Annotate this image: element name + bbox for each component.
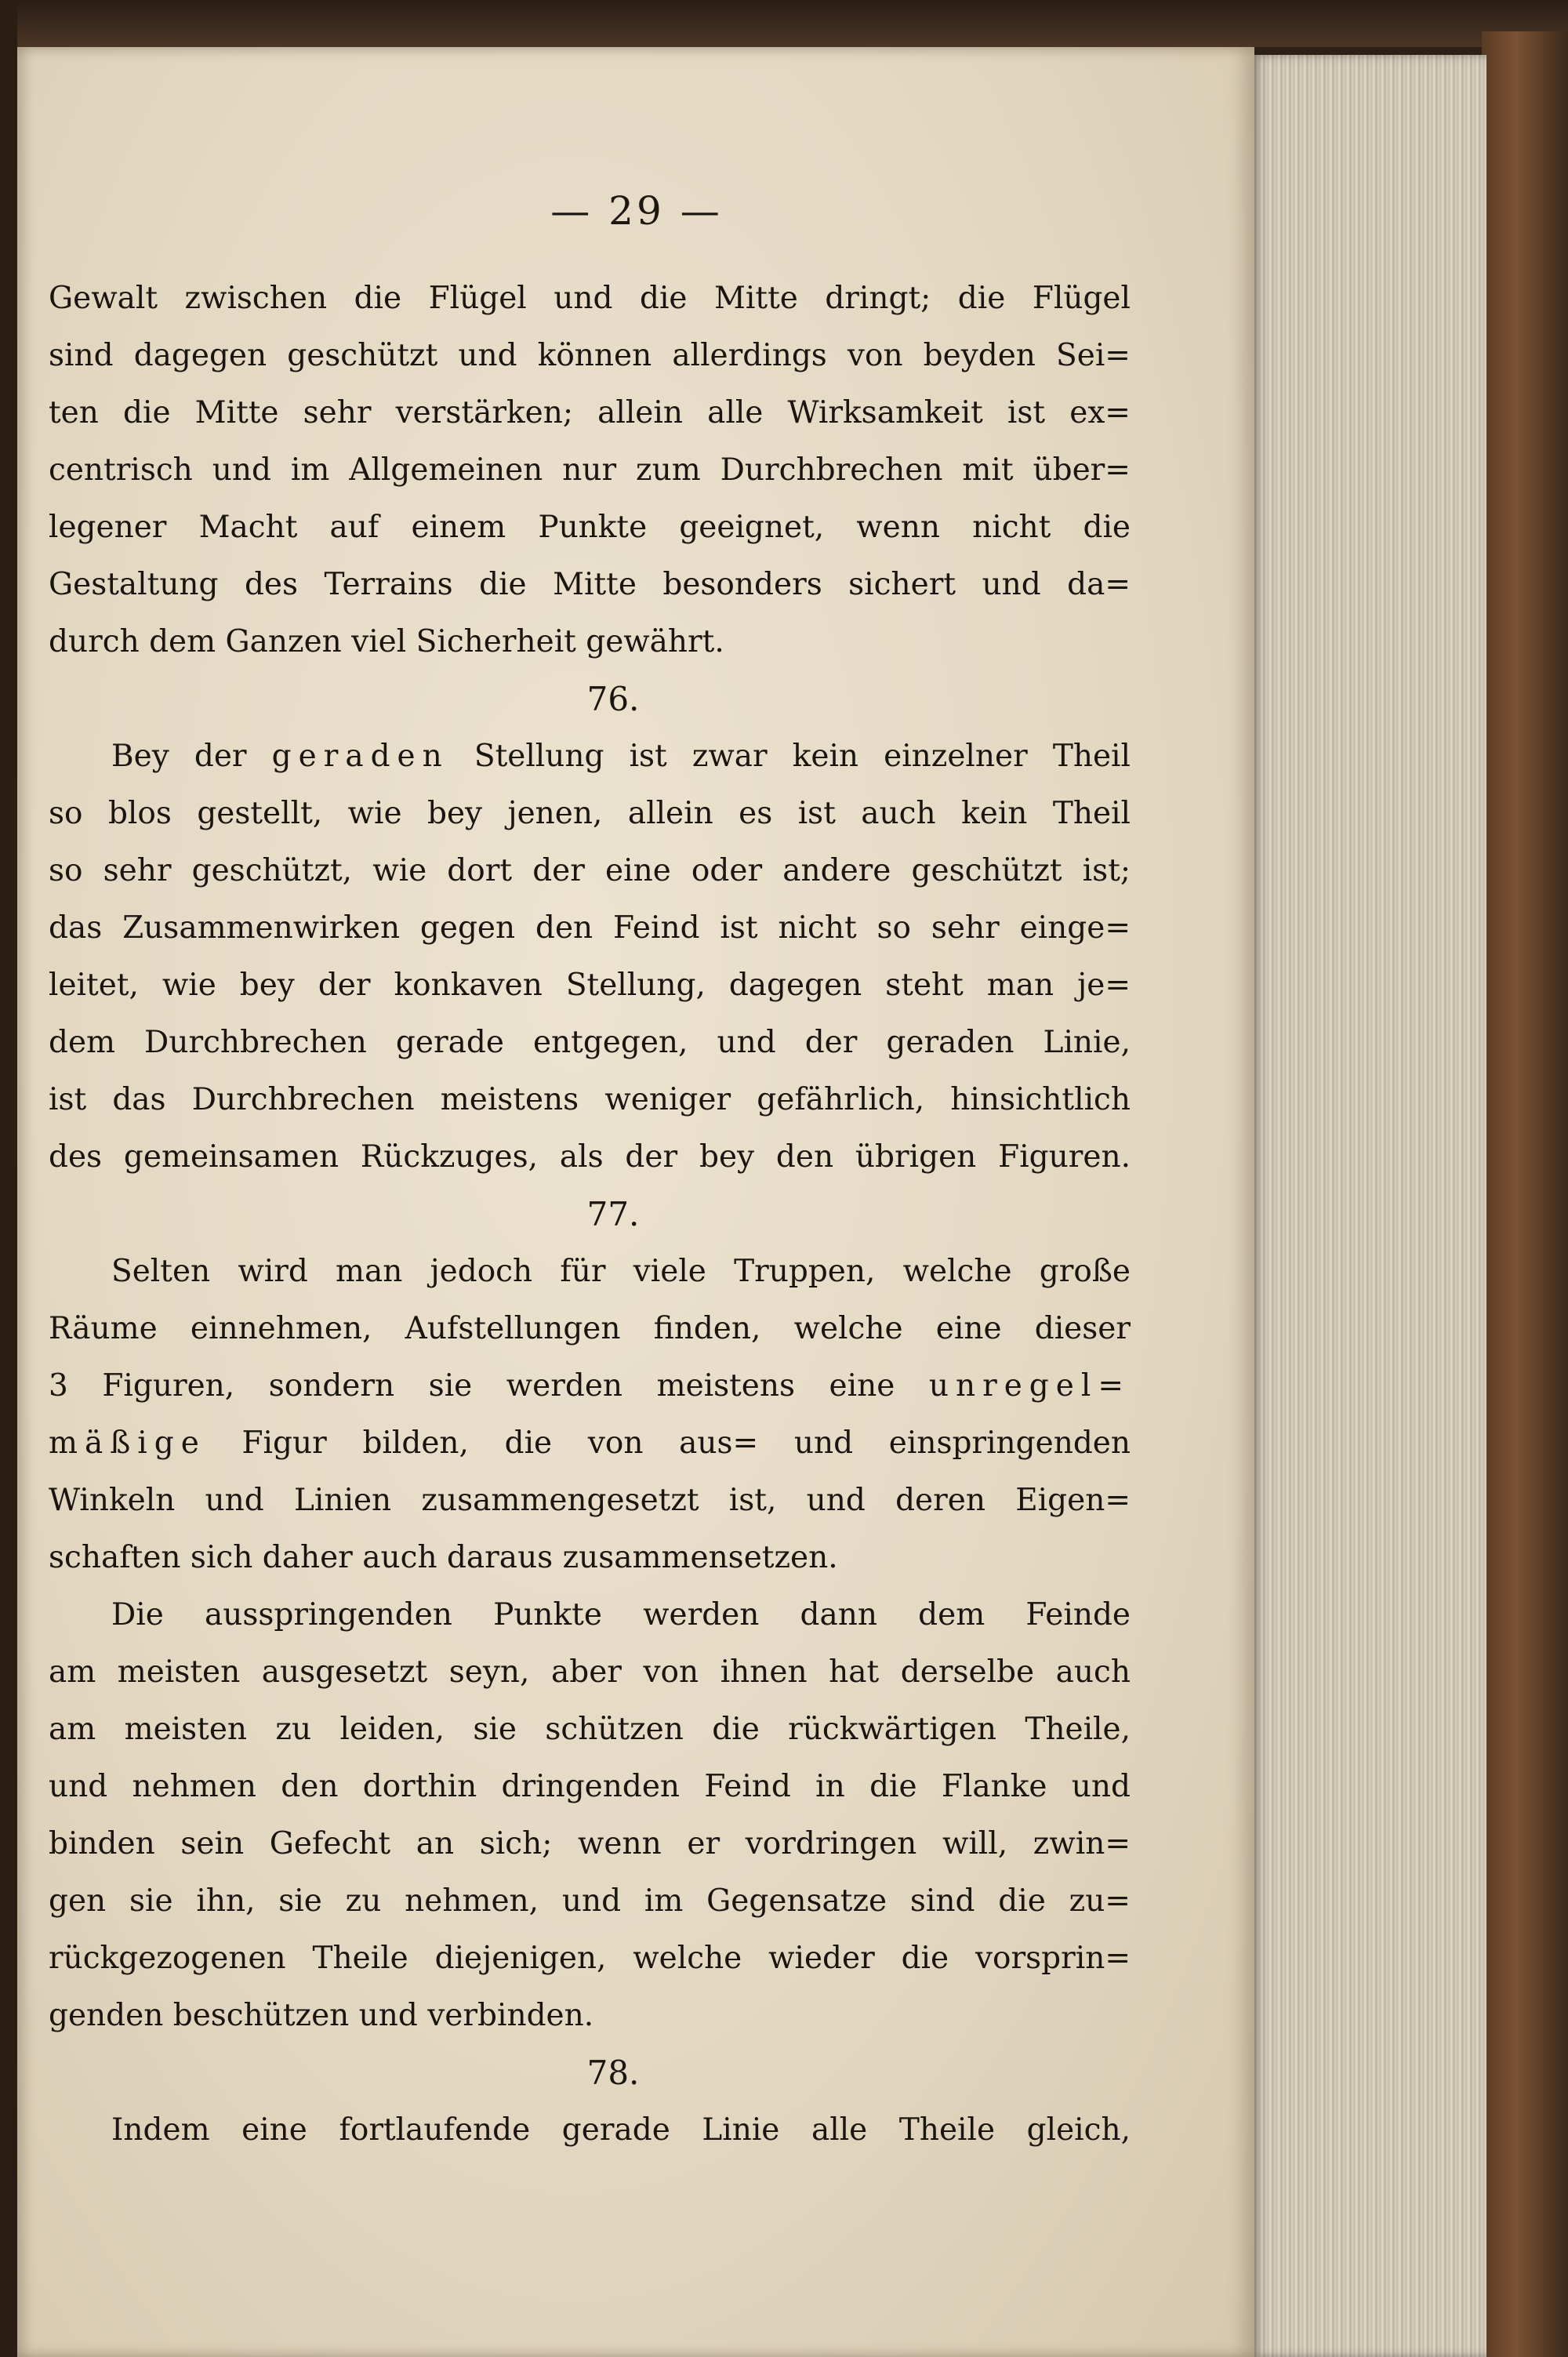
book-cover-top xyxy=(0,0,1568,47)
text-line: am meisten zu leiden, sie schützen die rückwärtigen Theile, xyxy=(49,1712,1131,1747)
section-number-76: 76. xyxy=(586,680,640,718)
text-line: durch dem Ganzen viel Sicherheit gewährt. xyxy=(49,624,724,659)
section-number-78: 78. xyxy=(586,2054,640,2092)
emphasis-spaced: mäßige xyxy=(49,1425,206,1461)
text-line: ten die Mitte sehr verstärken; allein alle Wirksamkeit ist ex= xyxy=(49,395,1131,430)
text-line: Winkeln und Linien zusammengesetzt ist, und deren Eigen= xyxy=(49,1483,1131,1518)
text-line: binden sein Gefecht an sich; wenn er vordringen will, zwin= xyxy=(49,1826,1131,1861)
text-line: Selten wird man jedoch für viele Truppen, welche große xyxy=(111,1254,1131,1289)
text-line: so sehr geschützt, wie dort der eine oder andere geschützt ist; xyxy=(49,853,1131,888)
text-span: 3 Figuren, sondern sie werden meistens eine xyxy=(49,1368,929,1404)
section-number-77: 77. xyxy=(586,1195,640,1233)
text-span: Bey der xyxy=(111,739,272,774)
text-line: legener Macht auf einem Punkte geeignet, wenn nicht die xyxy=(49,510,1131,545)
text-line: dem Durchbrechen gerade entgegen, und der geraden Linie, xyxy=(49,1025,1131,1060)
text-line: und nehmen den dorthin dringenden Feind in die Flanke und xyxy=(49,1769,1131,1804)
text-line: Gewalt zwischen die Flügel und die Mitte dringt; die Flügel xyxy=(49,281,1131,316)
text-line: Räume einnehmen, Aufstellungen finden, welche eine dieser xyxy=(49,1311,1131,1346)
page-number: — 29 — xyxy=(550,188,723,234)
emphasis-spaced: geraden xyxy=(271,739,449,774)
emphasis-spaced: unregel= xyxy=(928,1368,1131,1404)
text-line: ist das Durchbrechen meistens weniger gefährlich, hinsichtlich xyxy=(49,1082,1131,1117)
page-body xyxy=(49,270,1131,2159)
text-line: rückgezogenen Theile diejenigen, welche wieder die vorsprin= xyxy=(49,1941,1131,1976)
text-line: leitet, wie bey der konkaven Stellung, dagegen steht man je= xyxy=(49,968,1131,1003)
text-line: gen sie ihn, sie zu nehmen, und im Gegensatze sind die zu= xyxy=(49,1883,1131,1919)
text-line: Die ausspringenden Punkte werden dann dem Feinde xyxy=(111,1597,1131,1632)
text-line: am meisten ausgesetzt seyn, aber von ihnen hat derselbe auch xyxy=(49,1654,1131,1690)
text-line: sind dagegen geschützt und können allerdings von beyden Sei= xyxy=(49,338,1131,373)
book-cover-right xyxy=(1482,31,1568,2357)
text-line xyxy=(49,1357,1131,1415)
text-line: das Zusammenwirken gegen den Feind ist nicht so sehr einge= xyxy=(49,910,1131,946)
text-line: schaften sich daher auch daraus zusammensetzen. xyxy=(49,1540,838,1575)
text-line: des gemeinsamen Rückzuges, als der bey den übrigen Figuren. xyxy=(49,1139,1131,1175)
text-line: Indem eine fortlaufende gerade Linie alle Theile gleich, xyxy=(111,2112,1131,2148)
text-span: Stellung ist zwar kein einzelner Theil xyxy=(448,739,1131,774)
book-binding-left xyxy=(0,0,17,2357)
page-stack-edges xyxy=(1251,55,1486,2357)
text-line: genden beschützen und verbinden. xyxy=(49,1998,594,2033)
book-page xyxy=(17,47,1254,2357)
text-span: Figur bilden, die von aus= und einspringenden xyxy=(205,1425,1131,1461)
text-line xyxy=(49,1415,1131,1472)
text-line: so blos gestellt, wie bey jenen, allein es ist auch kein Theil xyxy=(49,796,1131,831)
text-line: Gestaltung des Terrains die Mitte besonders sichert und da= xyxy=(49,567,1131,602)
text-line xyxy=(49,728,1131,785)
text-line: centrisch und im Allgemeinen nur zum Durchbrechen mit über= xyxy=(49,452,1131,488)
